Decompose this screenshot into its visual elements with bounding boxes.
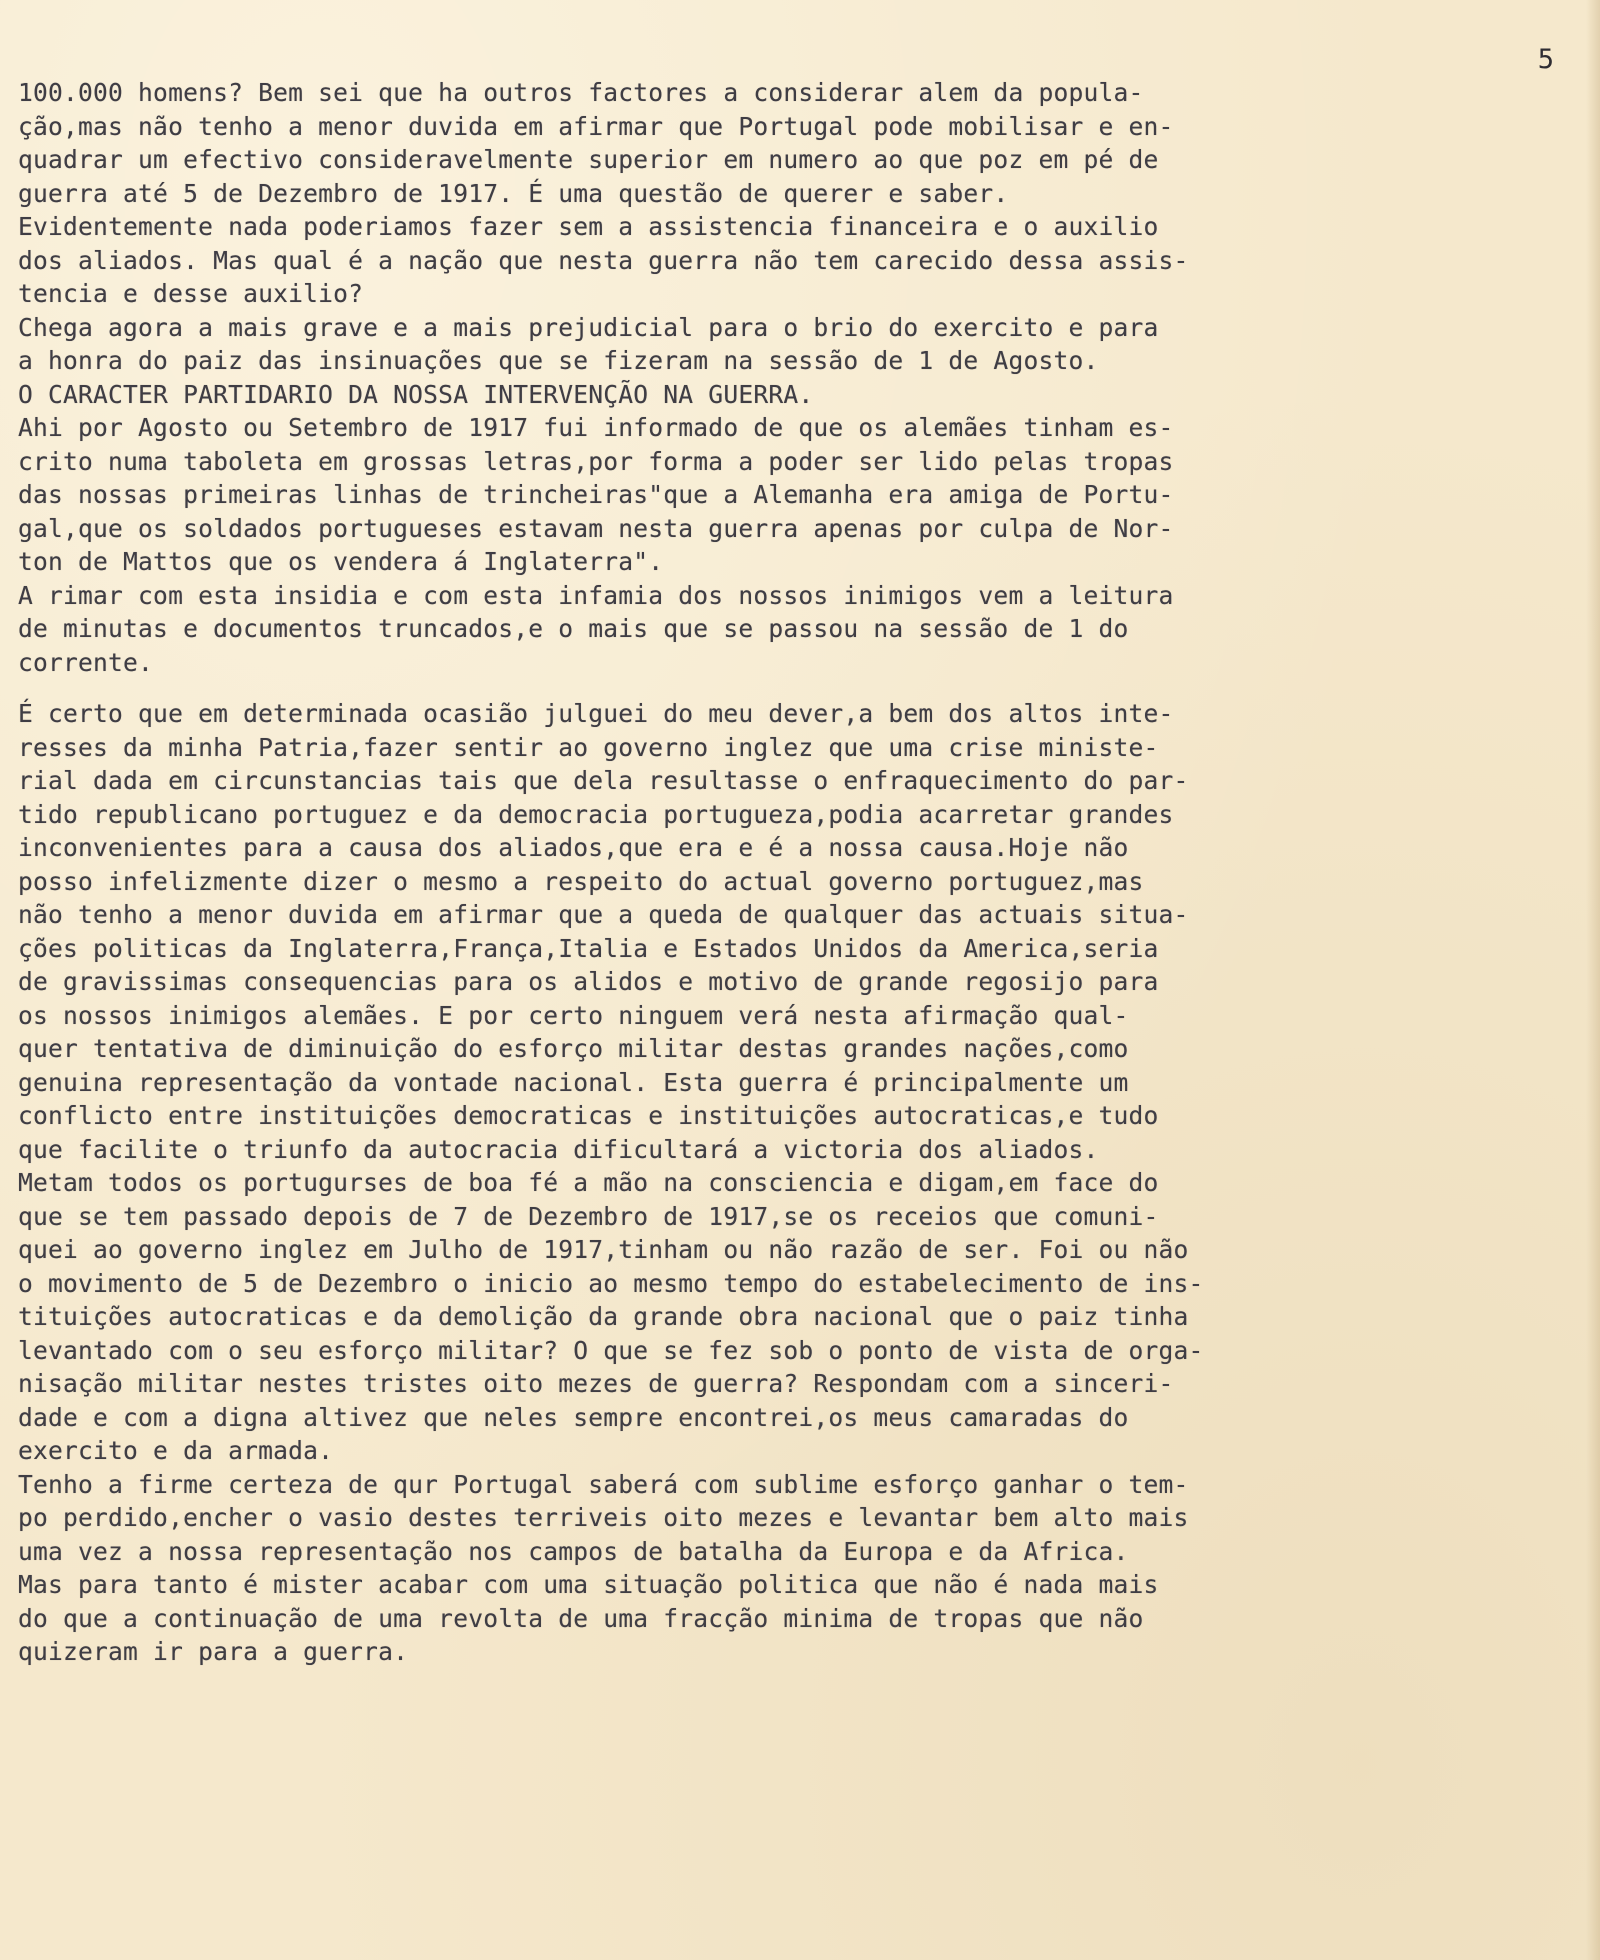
- text-line: que se tem passado depois de 7 de Dezembro de 1917,se os receios que comuni-: [18, 1201, 1159, 1231]
- text-line: de minutas e documentos truncados,e o mais que se passou na sessão de 1 do: [18, 614, 1129, 643]
- paragraph-gap: [18, 679, 1578, 697]
- text-line: inconvenientes para a causa dos aliados,que era e é a nossa causa.Hoje não: [18, 833, 1129, 862]
- text-line: rial dada em circunstancias tais que dela resultasse o enfraquecimento do par-: [18, 766, 1189, 795]
- text-line: conflicto entre instituições democraticas e instituições autocraticas,e tudo: [18, 1101, 1159, 1130]
- text-line: crito numa taboleta em grossas letras,por forma a poder ser lido pelas tropas: [18, 446, 1174, 476]
- text-line: gal,que os soldados portugueses estavam nesta guerra apenas por culpa de Nor-: [18, 513, 1174, 543]
- text-line: tituições autocraticas e da demolição da grande obra nacional que o paiz tinha: [18, 1302, 1189, 1331]
- text-line: genuina representação da vontade nacional. Esta guerra é principalmente um: [18, 1067, 1129, 1097]
- body-text: [18, 76, 1578, 1669]
- text-line: levantado com o seu esforço militar? O que se fez sob o ponto de vista de orga-: [18, 1335, 1204, 1365]
- text-line: ção,mas não tenho a menor duvida em afirmar que Portugal pode mobilisar e en-: [18, 111, 1174, 141]
- text-line: corrente.: [18, 647, 154, 677]
- section-heading: O CARACTER PARTIDARIO DA NOSSA INTERVENÇÃO NA GUERRA.: [18, 379, 814, 409]
- text-line: po perdido,encher o vasio destes terriveis oito mezes e levantar bem alto mais: [18, 1503, 1189, 1532]
- text-line: de gravissimas consequencias para os alidos e motivo de grande regosijo para: [18, 967, 1159, 996]
- text-line: nisação militar nestes tristes oito mezes de guerra? Respondam com a sinceri-: [18, 1369, 1174, 1398]
- text-line: quadrar um efectivo consideravelmente superior em numero ao que poz em pé de: [18, 145, 1159, 174]
- text-line: quizeram ir para a guerra.: [18, 1637, 409, 1666]
- text-line: tencia e desse auxilio?: [18, 279, 364, 308]
- text-line: 100.000 homens? Bem sei que ha outros factores a considerar alem da popula-: [18, 78, 1144, 107]
- text-line: Chega agora a mais grave e a mais prejudicial para o brio do exercito e para: [18, 312, 1159, 342]
- text-line: Tenho a firme certeza de qur Portugal saberá com sublime esforço ganhar o tem-: [18, 1469, 1189, 1499]
- text-line: É certo que em determinada ocasião julguei do meu dever,a bem dos altos inte-: [18, 699, 1174, 728]
- text-line: uma vez a nossa representação nos campos de batalha da Europa e da Africa.: [18, 1536, 1129, 1566]
- text-line: Mas para tanto é mister acabar com uma situação politica que não é nada mais: [18, 1570, 1159, 1599]
- text-line: do que a continuação de uma revolta de uma fracção minima de tropas que não: [18, 1603, 1144, 1633]
- text-line: ton de Mattos que os vendera á Inglaterra".: [18, 547, 664, 576]
- text-line: A rimar com esta insidia e com esta infamia dos nossos inimigos vem a leitura: [18, 580, 1174, 610]
- text-line: Evidentemente nada poderiamos fazer sem a assistencia financeira e o auxilio: [18, 212, 1159, 241]
- text-line: dade e com a digna altivez que neles sempre encontrei,os meus camaradas do: [18, 1402, 1129, 1432]
- text-line: a honra do paiz das insinuações que se fizeram na sessão de 1 de Agosto.: [18, 346, 1099, 375]
- text-line: guerra até 5 de Dezembro de 1917. É uma questão de querer e saber.: [18, 178, 1009, 208]
- text-line: tido republicano portuguez e da democracia portugueza,podia acarretar grandes: [18, 799, 1174, 829]
- text-line: resses da minha Patria,fazer sentir ao governo inglez que uma crise ministe-: [18, 732, 1159, 762]
- text-line: os nossos inimigos alemães. E por certo ninguem verá nesta afirmação qual-: [18, 1000, 1129, 1030]
- text-line: posso infelizmente dizer o mesmo a respeito do actual governo portuguez,mas: [18, 866, 1144, 896]
- text-line: dos aliados. Mas qual é a nação que nesta guerra não tem carecido dessa assis-: [18, 245, 1189, 275]
- text-line: que facilite o triunfo da autocracia dificultará a victoria dos aliados.: [18, 1134, 1099, 1164]
- page-number: 5: [1537, 44, 1554, 75]
- text-line: Ahi por Agosto ou Setembro de 1917 fui informado de que os alemães tinham es-: [18, 413, 1174, 442]
- text-line: não tenho a menor duvida em afirmar que a queda de qualquer das actuais situa-: [18, 900, 1189, 929]
- text-line: das nossas primeiras linhas de trincheiras"que a Alemanha era amiga de Portu-: [18, 480, 1174, 509]
- text-line: quer tentativa de diminuição do esforço militar destas grandes nações,como: [18, 1034, 1129, 1063]
- text-line: o movimento de 5 de Dezembro o inicio ao mesmo tempo do estabelecimento de ins-: [18, 1268, 1204, 1298]
- text-line: ções politicas da Inglaterra,França,Italia e Estados Unidos da America,seria: [18, 933, 1159, 963]
- text-line: Metam todos os portugurses de boa fé a mão na consciencia e digam,em face do: [18, 1168, 1159, 1197]
- paper-edge-shadow: [1586, 0, 1600, 1960]
- text-line: exercito e da armada.: [18, 1436, 334, 1465]
- text-line: quei ao governo inglez em Julho de 1917,tinham ou não razão de ser. Foi ou não: [18, 1235, 1189, 1264]
